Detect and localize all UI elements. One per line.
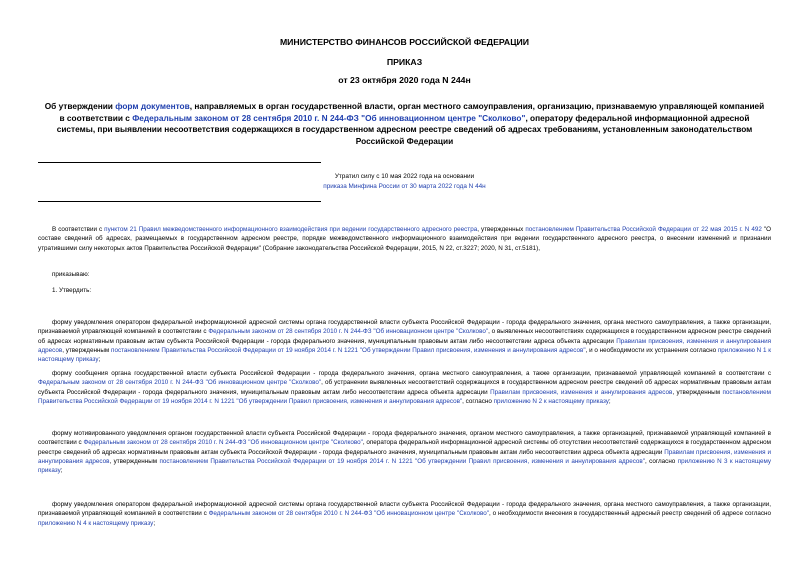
preamble-text: В соответствии с (52, 226, 105, 233)
rules-paragraph-21-link[interactable]: пунктом 21 Правил межведомственного информационного взаимодействия при ведении государственного адресного реестра (104, 226, 478, 233)
paragraph-text: , оператора федеральной информационной адресной системы об отсутствии несоответствий содержащихся в государственном адресном реестре сведений об адресах нормативным правовым актам субъекта Российской Федерации - города федерального значения, муниципальным правовым актам либо несоответствии адреса объекта адресации (38, 439, 771, 456)
form-paragraph-4 (38, 500, 771, 528)
paragraph-text: , о необходимости внесения в государственный адресный реестр сведений об адресе согласно (488, 510, 771, 518)
paragraph-text: , о выявленных несоответствиях содержащихся в государственном адресном реестре сведений об адресах нормативным правовым актам субъекта Российской Федерации - города федерального значения, муниципальным правовым актам либо несоответствии адреса объекта адресации (38, 328, 771, 345)
paragraph-text: , утвержденным (672, 388, 723, 396)
address-rules-link[interactable]: Правилам присвоения, изменения и аннулирования адресов (490, 388, 673, 396)
paragraph-text: форму уведомления оператором федеральной информационной адресной системы органа государственной власти субъекта Российской Федерации - города федерального значения, органа местного самоуправления, а также организации, признаваемой управляющей компанией в соответствии с (38, 501, 771, 518)
federal-law-link[interactable]: Федеральным законом от 28 сентября 2010 г. N 244-ФЗ "Об инновационном центре "Сколково" (208, 510, 489, 518)
document-title (44, 101, 765, 147)
government-decree-1221-link[interactable]: постановлением Правительства Российской Федерации от 19 ноября 2014 г. N 1221 "Об утверждении Правил присвоения, изменения и аннулирования адресов" (159, 457, 646, 465)
paragraph-text: ; (153, 519, 156, 527)
appendix-1-link[interactable]: приложению N 1 к настоящему приказу (38, 346, 771, 364)
form-paragraph-1 (38, 318, 771, 364)
repealing-order-link[interactable]: приказа Минфина России от 30 марта 2022 года N 44н (323, 182, 486, 190)
appendix-3-link[interactable]: приложению N 3 к настоящему приказу (38, 457, 772, 475)
forms-link[interactable]: форм документов (115, 101, 190, 111)
government-decree-1221-link[interactable]: постановлением Правительства Российской Федерации от 19 ноября 2014 г. N 1221 "Об утверждении Правил присвоения, изменения и аннулирования адресов" (111, 346, 586, 354)
address-rules-link[interactable]: Правилам присвоения, изменения и аннулирования адресов (38, 337, 771, 354)
federal-law-link[interactable]: Федеральным законом от 28 сентября 2010 г. N 244-ФЗ "Об инновационном центре "Сколково" (83, 439, 363, 447)
federal-law-link[interactable]: Федеральным законом от 28 сентября 2010 г. N 244-ФЗ "Об инновационном центре "Сколково" (132, 112, 526, 123)
paragraph-text: , и о необходимости их устранения согласно (585, 346, 718, 354)
repeal-note (38, 172, 771, 191)
preamble-paragraph (38, 225, 771, 253)
address-rules-link[interactable]: Правилам присвоения, изменения и аннулирования адресов (38, 448, 771, 465)
paragraph-text: форму сообщения органа государственной власти субъекта Российской Федерации - города федерального значения, органа местного самоуправления, а также организации, признаваемой управляющей компанией в соответствии с (52, 370, 771, 377)
item-1: 1. Утвердить: (52, 287, 92, 294)
appendix-2-link[interactable]: приложению N 2 к настоящему приказу (493, 397, 609, 405)
form-paragraph-2 (38, 369, 771, 406)
title-text: , оператору федеральной информационной адресной системы, при выявлении несоответствия содержащихся в государственном адресном реестре сведений об адресах требованиям, установленным законодательством Российской Федерации (56, 112, 753, 146)
paragraph-text: , утвержденным (109, 457, 160, 465)
government-decree-1221-link[interactable]: постановлением Правительства Российской Федерации от 19 ноября 2014 г. N 1221 "Об утверждении Правил присвоения, изменения и аннулирования адресов" (38, 388, 771, 405)
federal-law-link[interactable]: Федеральным законом от 28 сентября 2010 г. N 244-ФЗ "Об инновационном центре "Сколково" (208, 328, 489, 336)
repeal-note-text: Утратил силу с 10 мая 2022 года на основании (334, 173, 475, 180)
appendix-4-link[interactable]: приложению N 4 к настоящему приказу (38, 519, 154, 527)
title-text: Об утверждении (44, 101, 116, 111)
federal-law-link[interactable]: Федеральным законом от 28 сентября 2010 г. N 244-ФЗ "Об инновационном центре "Сколково" (38, 379, 322, 387)
divider-bottom (38, 201, 321, 202)
paragraph-text: , об устранении выявленных несоответствий содержащихся в государственном адресном реестре сведений об адресах нормативным правовым актам субъекта Российской Федерации - города федерального значения, муниципальным правовым актам либо несоответствии адреса объекта адресации (38, 379, 771, 396)
paragraph-text: форму мотивированного уведомления органом государственной власти субъекта Российской Федерации - города федерального значения, органом местного самоуправления, а также организацией, признаваемой управляющей компанией в соответствии с (38, 430, 771, 447)
document-type: ПРИКАЗ (386, 57, 423, 67)
paragraph-text: ; (60, 467, 63, 475)
preamble-text: , утвержденных (477, 226, 526, 233)
paragraph-text: , согласно (462, 397, 494, 405)
ministry-name: МИНИСТЕРСТВО ФИНАНСОВ РОССИЙСКОЙ ФЕДЕРАЦИИ (279, 37, 530, 47)
paragraph-text: ; (608, 397, 611, 405)
paragraph-text: форму уведомления оператором федеральной информационной адресной системы органа государственной власти субъекта Российской Федерации - города федерального значения, органа местного самоуправления, а также организации, признаваемой управляющей компанией в соответствии с (38, 319, 771, 336)
divider-top (38, 162, 321, 163)
document-date-number: от 23 октября 2020 года N 244н (338, 75, 471, 85)
title-text: , направляемых в орган государственной власти, орган местного самоуправления, организацию, признаваемую управляющей компанией в соответствии с (59, 101, 765, 123)
government-decree-492-link[interactable]: постановлением Правительства Российской Федерации от 22 мая 2015 г. N 492 (525, 226, 762, 233)
paragraph-text: , утвержденным (62, 346, 112, 354)
preamble-text: "О составе сведений об адресах, размещаемых в государственном адресном реестре, порядке межведомственного информационного взаимодействия при ведении государственного адресного реестра, о внесении изменений и признании утратившими силу некоторых актов Правительства Российской Федерации" (Собрание законодательства Российской Федерации, 2015, N 22, ст.3227; 2020, N 31, ст.5181), (38, 226, 772, 252)
paragraph-text: , согласно (645, 457, 678, 465)
order-word: приказываю: (52, 271, 90, 278)
form-paragraph-3 (38, 429, 771, 475)
paragraph-text: ; (98, 356, 101, 364)
